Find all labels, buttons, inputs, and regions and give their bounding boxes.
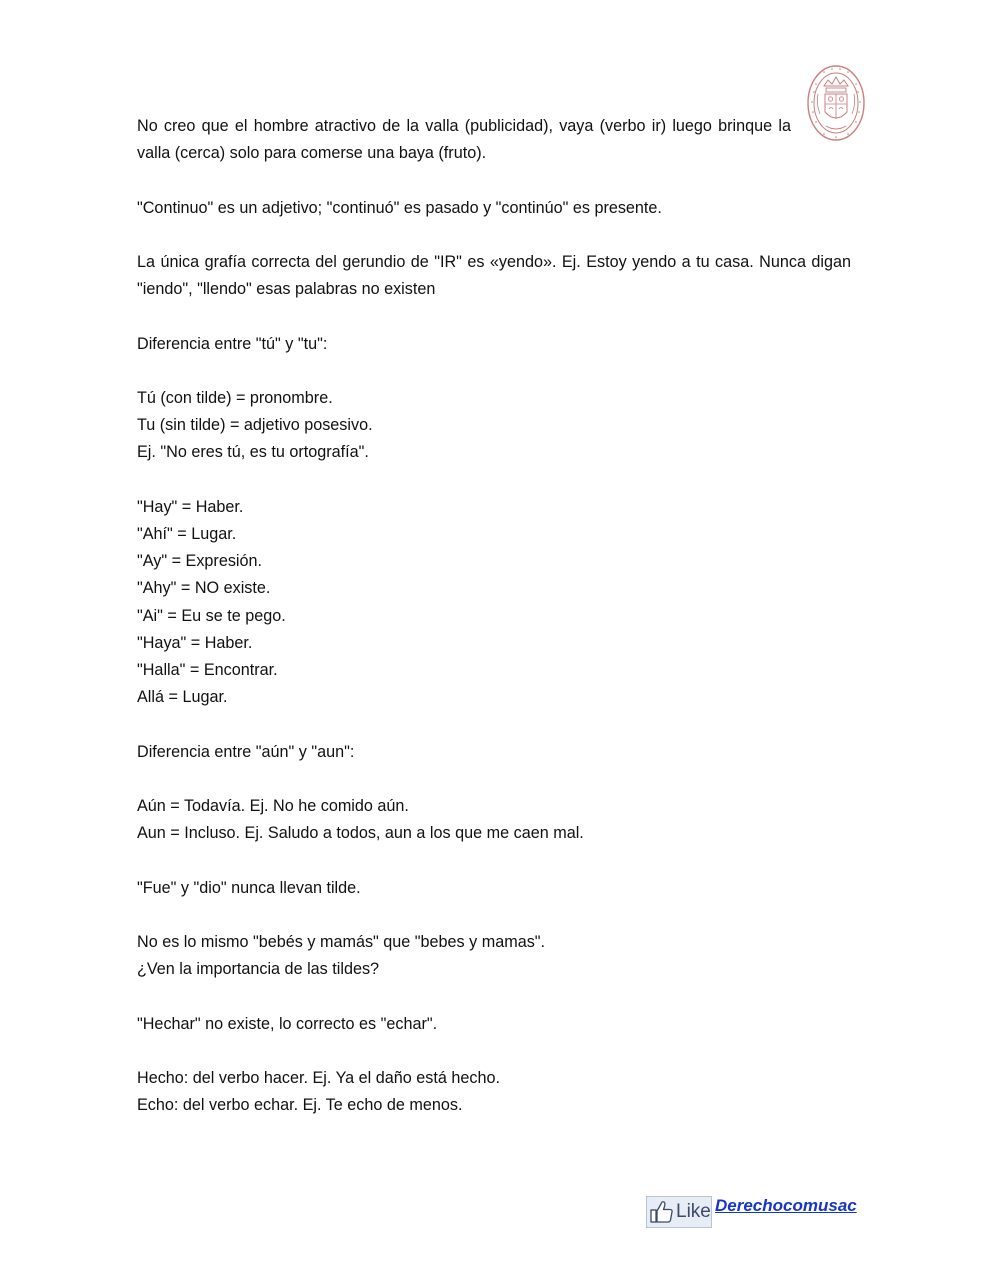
page-footer — [646, 1196, 857, 1228]
source-link[interactable]: Derechocomusac — [715, 1196, 857, 1215]
list-item: Echo: del verbo echar. Ej. Te echo de menos. — [137, 1096, 463, 1115]
heading-aun-difference: Diferencia entre "aún" y "aun": — [137, 742, 355, 761]
paragraph-yendo: La única grafía correcta del gerundio de "IR" es «yendo». Ej. Estoy yendo a tu casa. Nunca digan "iendo", "llendo" esas palabras no existen — [137, 252, 851, 299]
paragraph-continuo: "Continuo" es un adjetivo; "continuó" es pasado y "continúo" es presente. — [137, 198, 662, 217]
list-item: Allá = Lugar. — [137, 688, 228, 707]
paragraph-valla: No creo que el hombre atractivo de la valla (publicidad), vaya (verbo ir) luego brinque la valla (cerca) solo para comerse una baya (fruto). — [137, 117, 791, 163]
list-item: Ej. "No eres tú, es tu ortografía". — [137, 443, 369, 462]
list-item: "Ay" = Expresión. — [137, 552, 263, 571]
list-item: Aun = Incluso. Ej. Saludo a todos, aun a los que me caen mal. — [137, 824, 584, 843]
list-item: ¿Ven la importancia de las tildes? — [137, 960, 380, 979]
paragraph-hechar: "Hechar" no existe, lo correcto es "echar". — [137, 1014, 438, 1033]
list-item: Tú (con tilde) = pronombre. — [137, 388, 333, 407]
heading-tu-difference: Diferencia entre "tú" y "tu": — [137, 334, 328, 353]
list-item: No es lo mismo "bebés y mamás" que "bebes y mamas". — [137, 932, 546, 951]
list-item: Aún = Todavía. Ej. No he comido aún. — [137, 796, 409, 815]
list-item: "Ahy" = NO existe. — [137, 579, 271, 598]
paragraph-fue-dio: "Fue" y "dio" nunca llevan tilde. — [137, 878, 361, 897]
list-item: Hecho: del verbo hacer. Ej. Ya el daño está hecho. — [137, 1068, 500, 1087]
like-label: Like — [676, 1201, 711, 1222]
document-body — [137, 113, 851, 1119]
thumbs-up-icon — [649, 1199, 675, 1225]
list-item: "Haya" = Haber. — [137, 633, 253, 652]
like-button[interactable] — [646, 1196, 712, 1228]
list-item: "Halla" = Encontrar. — [137, 660, 278, 679]
list-item: Tu (sin tilde) = adjetivo posesivo. — [137, 416, 373, 435]
list-item: "Ai" = Eu se te pego. — [137, 606, 286, 625]
list-item: "Hay" = Haber. — [137, 497, 244, 516]
list-item: "Ahí" = Lugar. — [137, 524, 237, 543]
